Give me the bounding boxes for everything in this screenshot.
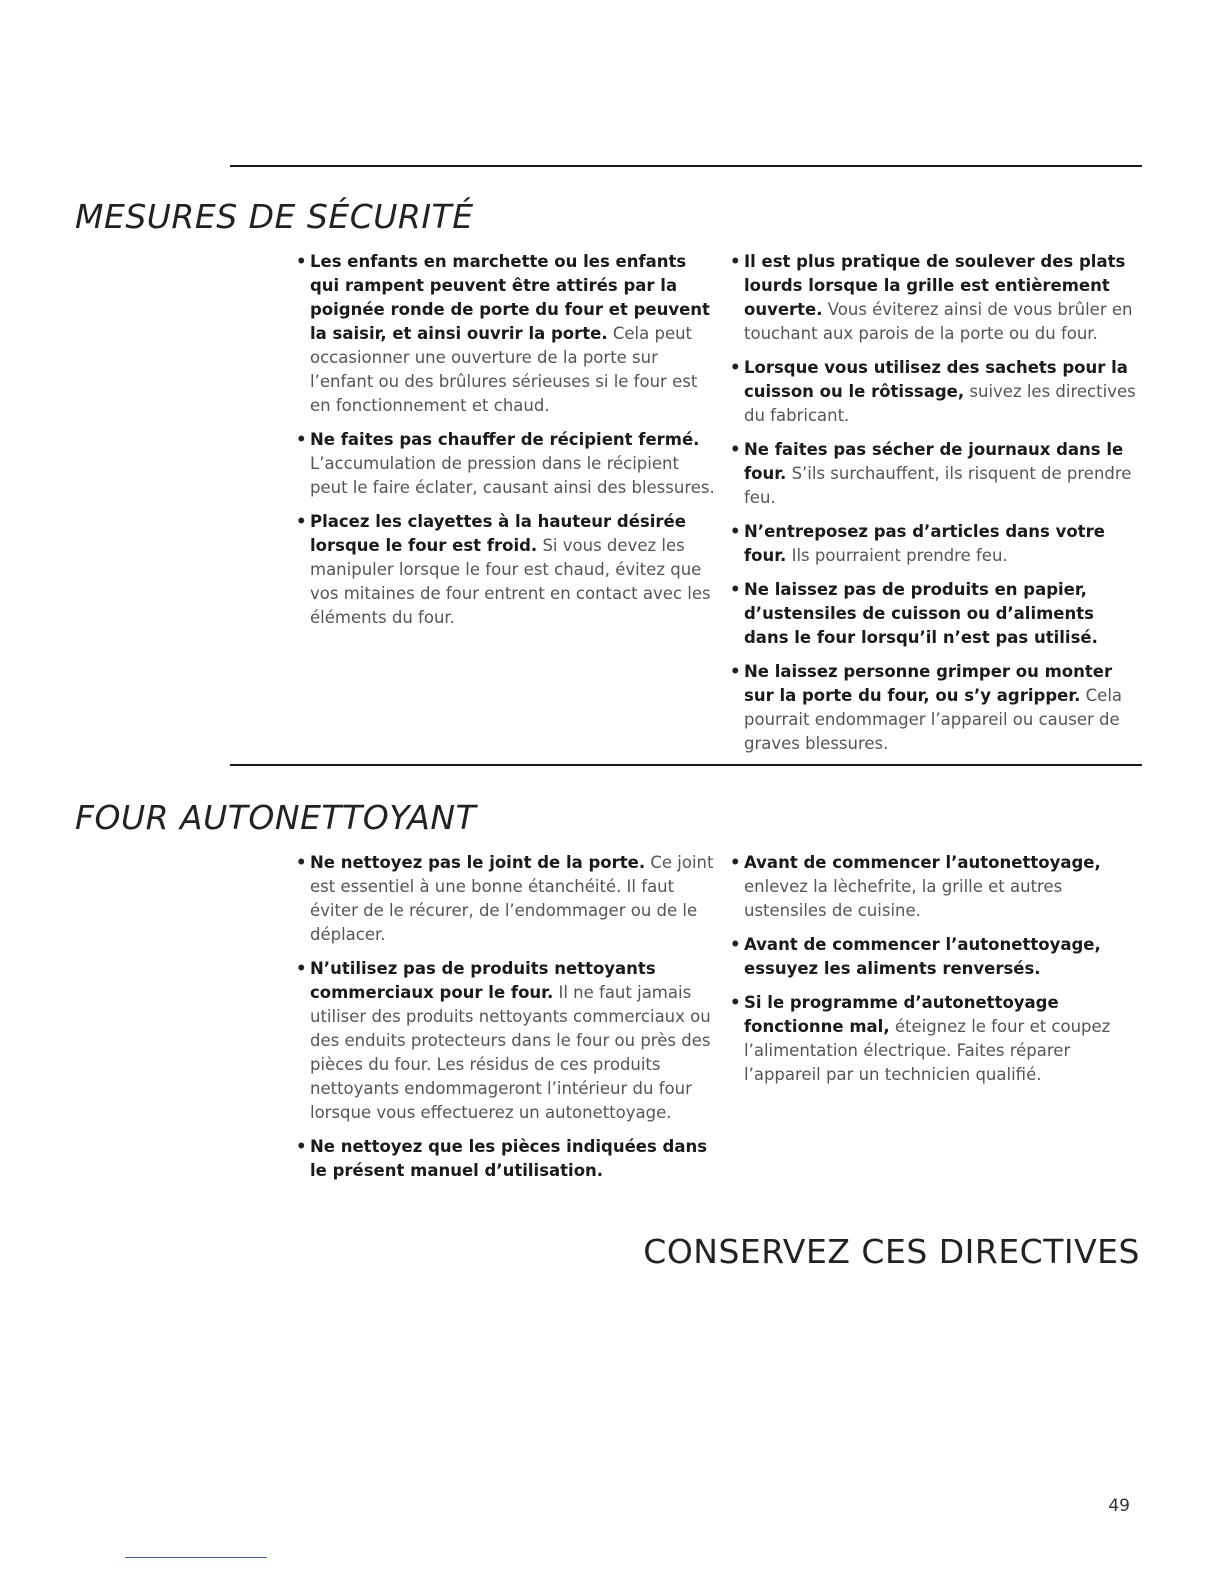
list-item: • Ne nettoyez que les pièces indiquées dans le présent manuel d’utilisation. [296,1137,708,1180]
section-divider-middle [230,764,1142,766]
safety-left-column [296,250,716,640]
list-item: • Ne faites pas sécher de journaux dans le four. S’ils surchauffent, ils risquent de prendre feu. [730,440,1132,507]
list-item: • Si le programme d’autonettoyage fonctionne mal, éteignez le four et coupez l’alimentation électrique. Faites réparer l’appareil par un technicien qualifié. [730,993,1111,1084]
bullet-icon: • [730,993,741,1012]
section-title-self-clean: FOUR AUTONETTOYANT [75,798,477,837]
list-item: • Lorsque vous utilisez des sachets pour la cuisson ou le rôtissage, suivez les directives du fabricant. [730,358,1136,425]
bullet-icon: • [296,512,307,531]
bullet-icon: • [296,853,307,872]
bullet-icon: • [730,935,741,954]
list-item: • Il est plus pratique de soulever des plats lourds lorsque la grille est entièrement ouverte. Vous éviterez ainsi de vous brûler en touchant aux parois de la porte ou du four. [730,252,1133,343]
self-clean-left-column [296,851,716,1193]
list-item: • Avant de commencer l’autonettoyage, enlevez la lèchefrite, la grille et autres ustensiles de cuisine. [730,853,1101,920]
list-item: • N’entreposez pas d’articles dans votre four. Ils pourraient prendre feu. [730,522,1105,565]
bullet-icon: • [730,662,741,681]
bullet-icon: • [730,853,741,872]
list-item: • Ne nettoyez pas le joint de la porte. Ce joint est essentiel à une bonne étanchéité. Il faut éviter de le récurer, de l’endommager ou de le déplacer. [296,853,714,944]
bullet-icon: • [730,358,741,377]
list-item: • Avant de commencer l’autonettoyage, essuyez les aliments renversés. [730,935,1101,978]
footer-divider [125,1557,267,1558]
section-title-safety: MESURES DE SÉCURITÉ [75,197,474,236]
bullet-icon: • [730,440,741,459]
bullet-icon: • [296,959,307,978]
self-clean-right-column [730,851,1140,1097]
bullet-icon: • [296,252,307,271]
list-item: • Les enfants en marchette ou les enfants qui rampent peuvent être attirés par la poignée ronde de porte du four et peuvent la saisir, et ainsi ouvrir la porte. Cela peut occasionner une ouverture de la porte sur l’enfant ou des brûlures sérieuses si le four est en fonctionnement et chaud. [296,252,710,415]
list-item: • Ne laissez pas de produits en papier, d’ustensiles de cuisson ou d’aliments dans le four lorsqu’il n’est pas utilisé. [730,580,1098,647]
bullet-icon: • [730,580,741,599]
bullet-icon: • [296,430,307,449]
list-item: • Ne laissez personne grimper ou monter sur la porte du four, ou s’y agripper. Cela pourrait endommager l’appareil ou causer de graves blessures. [730,662,1123,753]
bullet-icon: • [296,1137,307,1156]
bullet-icon: • [730,252,741,271]
safety-right-column [730,250,1140,766]
bullet-icon: • [730,522,741,541]
page-number: 49 [1108,1496,1130,1516]
list-item: • Ne faites pas chauffer de récipient fermé. L’accumulation de pression dans le récipient peut le faire éclater, causant ainsi des blessures. [296,430,715,497]
list-item: • Placez les clayettes à la hauteur désirée lorsque le four est froid. Si vous devez les manipuler lorsque le four est chaud, évitez que vos mitaines de four entrent en contact avec les éléments du four. [296,512,711,627]
list-item: • N’utilisez pas de produits nettoyants commerciaux pour le four. Il ne faut jamais utiliser des produits nettoyants commerciaux ou des enduits protecteurs dans le four ou près des pièces du four. Les résidus de ces produits nettoyants endommageront l’intérieur du four lorsque vous effectuerez un autonettoyage. [296,959,711,1122]
save-instructions-title: CONSERVEZ CES DIRECTIVES [643,1232,1140,1271]
section-divider-top [230,165,1142,167]
